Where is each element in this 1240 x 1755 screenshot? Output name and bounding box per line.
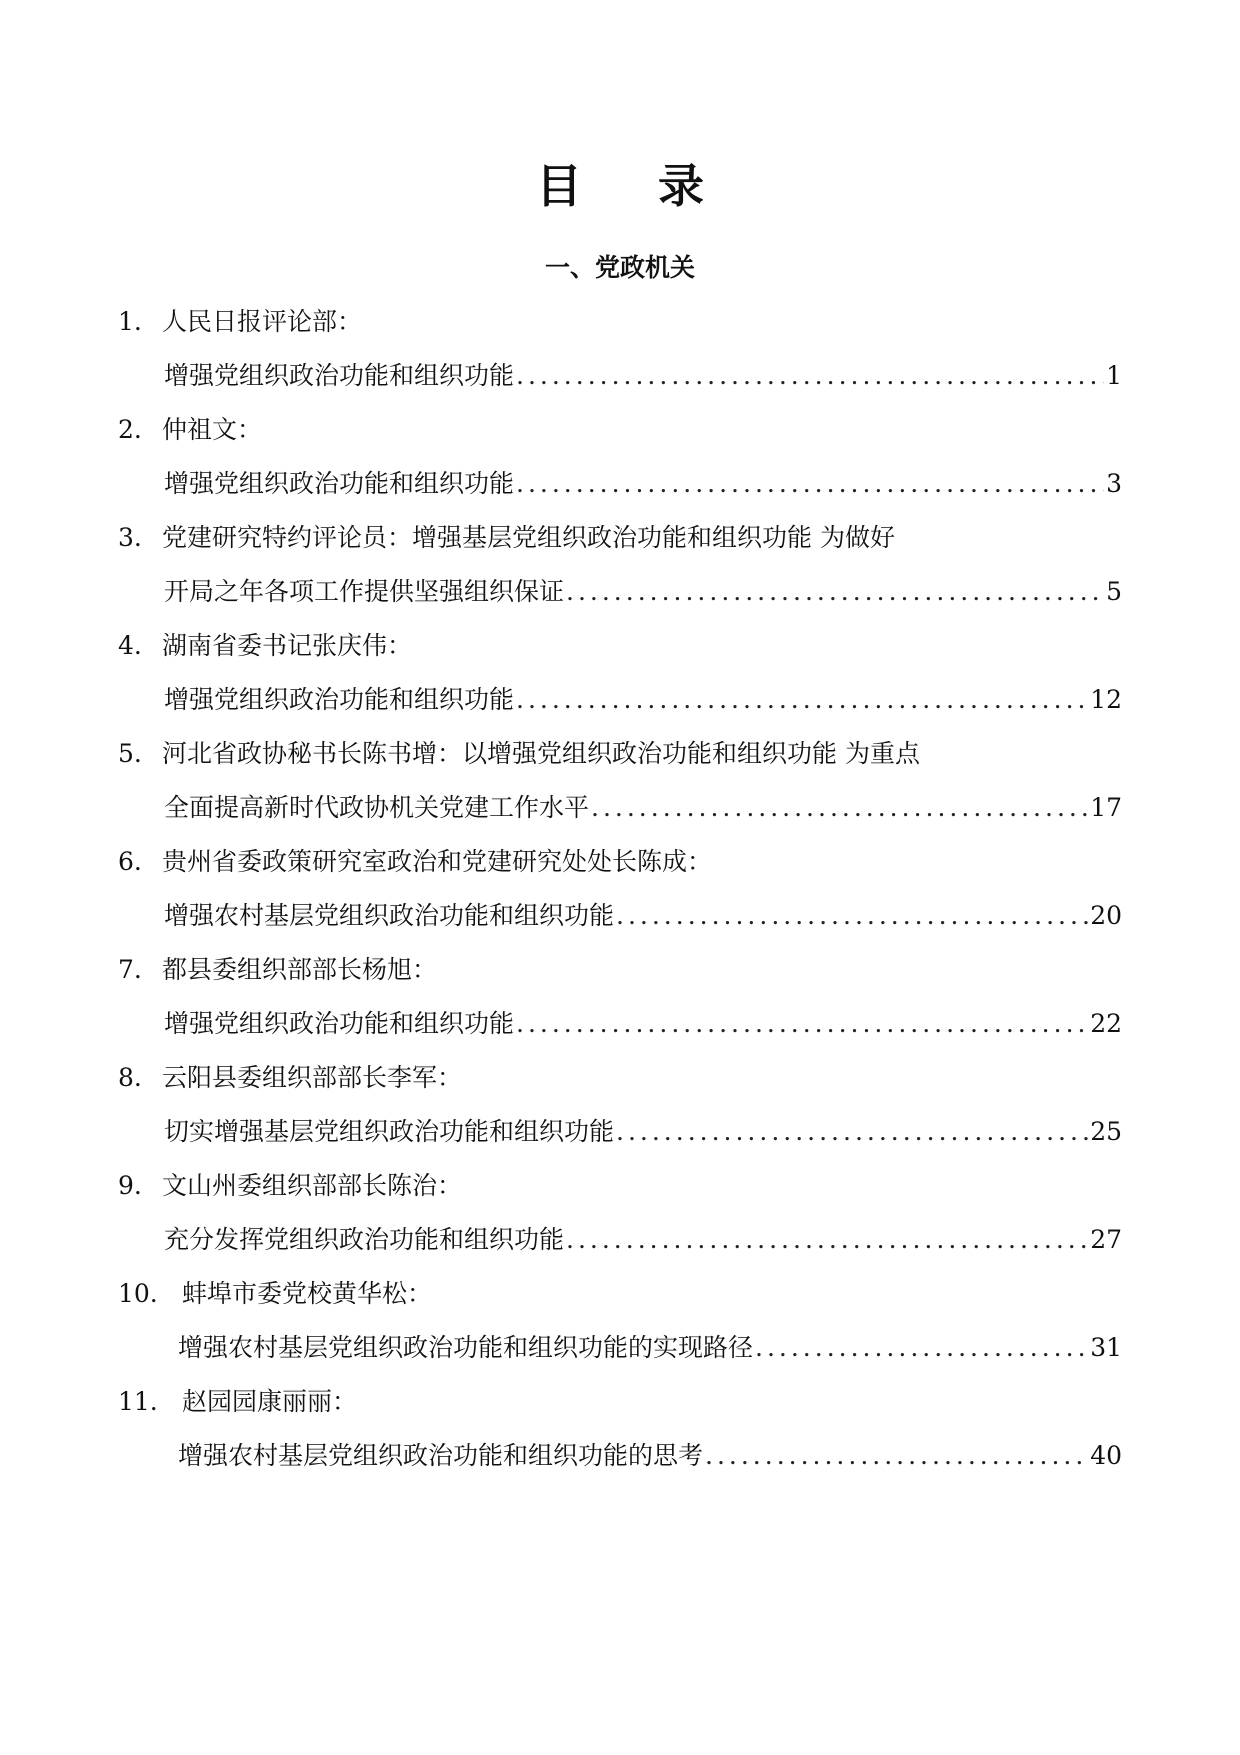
entry-number: 5. xyxy=(118,739,142,768)
entry-number: 8. xyxy=(118,1063,142,1092)
entry-page-number: 3 xyxy=(1106,469,1122,498)
toc-entry[interactable] xyxy=(0,1380,1240,1488)
entry-title: 增强党组织政治功能和组织功能 xyxy=(164,685,515,714)
entry-title: 切实增强基层党组织政治功能和组织功能 xyxy=(164,1117,615,1146)
entry-title: 增强农村基层党组织政治功能和组织功能 xyxy=(164,901,615,930)
entry-page-number: 1 xyxy=(1106,361,1122,390)
entry-title: 充分发挥党组织政治功能和组织功能 xyxy=(164,1225,565,1254)
dot-leader xyxy=(516,678,1088,722)
dot-leader xyxy=(591,786,1088,830)
entry-number: 9. xyxy=(118,1171,142,1200)
entry-title: 增强农村基层党组织政治功能和组织功能的实现路径 xyxy=(178,1333,754,1362)
entry-number: 6. xyxy=(118,847,142,876)
entry-author: 云阳县委组织部部长李军： xyxy=(162,1063,463,1092)
entry-title: 全面提高新时代政协机关党建工作水平 xyxy=(164,793,590,822)
entry-title: 增强党组织政治功能和组织功能 xyxy=(164,361,515,390)
entry-page-number: 22 xyxy=(1090,1009,1122,1038)
entry-author: 人民日报评论部： xyxy=(162,307,363,336)
entry-author: 赵园园康丽丽： xyxy=(182,1387,358,1416)
section-heading: 一、党政机关 xyxy=(544,253,695,282)
entry-number: 2. xyxy=(118,415,142,444)
entry-page-number: 17 xyxy=(1090,793,1122,822)
entry-title: 增强党组织政治功能和组织功能 xyxy=(164,1009,515,1038)
entry-author: 文山州委组织部部长陈治： xyxy=(162,1171,463,1200)
entry-title: 开局之年各项工作提供坚强组织保证 xyxy=(164,577,565,606)
entry-page-number: 12 xyxy=(1090,685,1122,714)
entry-title: 增强农村基层党组织政治功能和组织功能的思考 xyxy=(178,1441,704,1470)
entry-page-number: 27 xyxy=(1090,1225,1122,1254)
entry-page-number: 25 xyxy=(1090,1117,1122,1146)
toc-entry[interactable] xyxy=(0,1164,1240,1272)
dot-leader xyxy=(516,462,1104,506)
entry-page-number: 40 xyxy=(1090,1441,1122,1470)
toc-entry[interactable] xyxy=(0,624,1240,732)
entry-author: 贵州省委政策研究室政治和党建研究处处长陈成： xyxy=(162,847,713,876)
dot-leader xyxy=(755,1326,1088,1370)
toc-title: 目 录 xyxy=(535,159,734,213)
toc-entry[interactable] xyxy=(0,408,1240,516)
entry-number: 11. xyxy=(118,1387,158,1416)
entry-number: 4. xyxy=(118,631,142,660)
entry-number: 7. xyxy=(118,955,142,984)
entry-number: 3. xyxy=(118,523,142,552)
dot-leader xyxy=(616,894,1088,938)
entry-author: 党建研究特约评论员：增强基层党组织政治功能和组织功能 为做好 xyxy=(162,523,895,552)
toc-entry[interactable] xyxy=(0,1056,1240,1164)
toc-entry[interactable] xyxy=(0,840,1240,948)
toc-entry[interactable] xyxy=(0,300,1240,408)
dot-leader xyxy=(566,1218,1088,1262)
entry-page-number: 5 xyxy=(1106,577,1122,606)
dot-leader xyxy=(516,1002,1088,1046)
dot-leader xyxy=(516,354,1104,398)
dot-leader xyxy=(616,1110,1088,1154)
toc-entry[interactable] xyxy=(0,516,1240,624)
entry-page-number: 20 xyxy=(1090,901,1122,930)
entry-author: 湖南省委书记张庆伟： xyxy=(162,631,413,660)
dot-leader xyxy=(566,570,1104,614)
entry-author: 仲祖文： xyxy=(162,415,263,444)
entry-author: 河北省政协秘书长陈书增：以增强党组织政治功能和组织功能 为重点 xyxy=(162,739,920,768)
toc-entry[interactable] xyxy=(0,732,1240,840)
table-of-contents xyxy=(0,300,1240,1488)
entry-author: 蚌埠市委党校黄华松： xyxy=(182,1279,433,1308)
toc-entry[interactable] xyxy=(0,948,1240,1056)
entry-number: 10. xyxy=(118,1279,158,1308)
entry-title: 增强党组织政治功能和组织功能 xyxy=(164,469,515,498)
dot-leader xyxy=(705,1434,1088,1478)
toc-entry[interactable] xyxy=(0,1272,1240,1380)
entry-number: 1. xyxy=(118,307,142,336)
entry-author: 都县委组织部部长杨旭： xyxy=(162,955,438,984)
entry-page-number: 31 xyxy=(1090,1333,1122,1362)
